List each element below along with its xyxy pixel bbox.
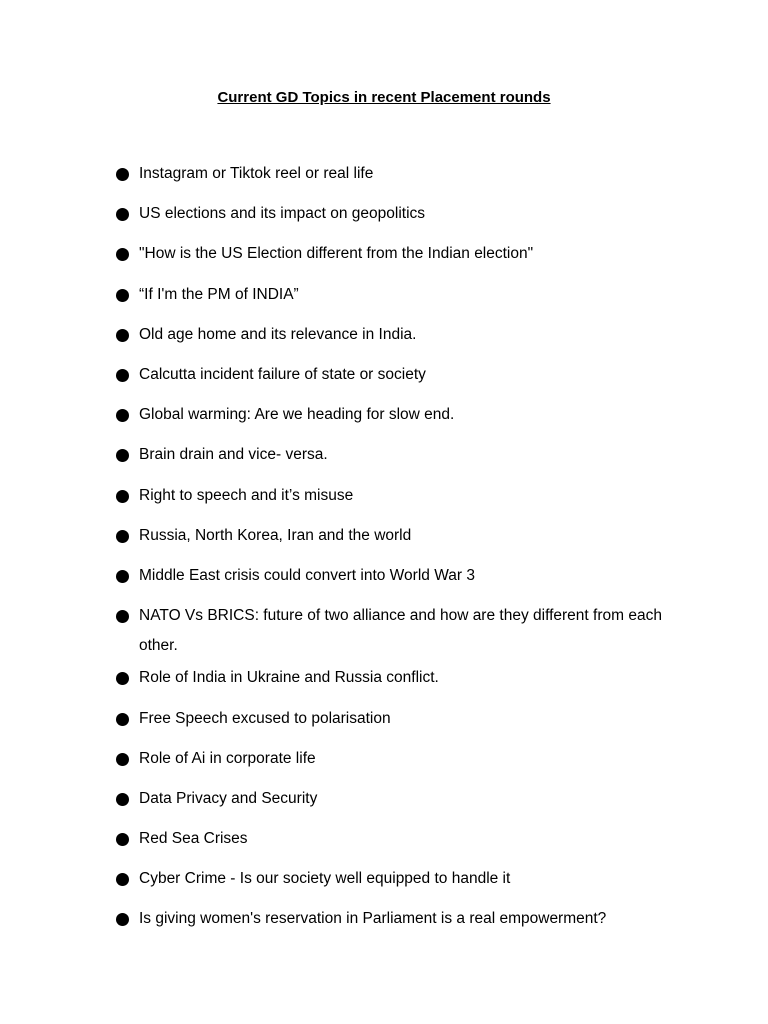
topic-text: Red Sea Crises — [139, 830, 248, 848]
topic-text: Is giving women's reservation in Parliament is a real empowerment? — [139, 910, 607, 928]
topic-text: Role of India in Ukraine and Russia conflict. — [139, 669, 439, 687]
topic-item — [116, 239, 676, 269]
topic-item — [116, 199, 676, 229]
topic-item — [116, 704, 676, 734]
topic-item — [116, 601, 676, 661]
topic-text: Russia, North Korea, Iran and the world — [139, 526, 412, 544]
topic-text: US elections and its impact on geopolitics — [139, 205, 426, 223]
topic-item — [116, 280, 676, 310]
topic-item — [116, 400, 676, 430]
topic-list — [116, 159, 676, 945]
topic-item — [116, 360, 676, 390]
topic-text: Role of Ai in corporate life — [139, 749, 316, 767]
bullet-icon — [116, 289, 129, 302]
bullet-icon — [116, 672, 129, 685]
topic-item — [116, 904, 676, 934]
bullet-icon — [116, 530, 129, 543]
topic-item — [116, 663, 676, 693]
bullet-icon — [116, 369, 129, 382]
topic-text: Data Privacy and Security — [139, 789, 318, 807]
topic-item — [116, 561, 676, 591]
bullet-icon — [116, 208, 129, 221]
bullet-icon — [116, 490, 129, 503]
bullet-icon — [116, 713, 129, 726]
topic-item — [116, 784, 676, 814]
bullet-icon — [116, 913, 129, 926]
topic-text: Brain drain and vice- versa. — [139, 446, 328, 464]
topic-text: Right to speech and it’s misuse — [139, 486, 354, 504]
topic-text: Old age home and its relevance in India. — [139, 325, 417, 343]
topic-item — [116, 440, 676, 470]
topic-item — [116, 744, 676, 774]
topic-item — [116, 481, 676, 511]
bullet-icon — [116, 409, 129, 422]
topic-item — [116, 864, 676, 894]
topic-item — [116, 521, 676, 551]
topic-text: Instagram or Tiktok reel or real life — [139, 165, 374, 182]
topic-item — [116, 159, 676, 189]
topic-text: Middle East crisis could convert into World War 3 — [139, 566, 475, 584]
topic-text: Calcutta incident failure of state or society — [139, 365, 426, 383]
bullet-icon — [116, 873, 129, 886]
topic-text: Free Speech excused to polarisation — [139, 709, 391, 727]
bullet-icon — [116, 168, 129, 181]
topic-text: NATO Vs BRICS: future of two alliance and how are they different from each other. — [139, 607, 662, 655]
topic-item — [116, 824, 676, 854]
bullet-icon — [116, 570, 129, 583]
topic-item — [116, 320, 676, 350]
bullet-icon — [116, 248, 129, 261]
document-title: Current GD Topics in recent Placement rounds — [217, 89, 551, 106]
bullet-icon — [116, 833, 129, 846]
bullet-icon — [116, 449, 129, 462]
topic-text: “If I'm the PM of INDIA” — [139, 285, 299, 303]
topic-text: "How is the US Election different from the Indian election" — [139, 245, 534, 263]
bullet-icon — [116, 793, 129, 806]
bullet-icon — [116, 753, 129, 766]
topic-text: Cyber Crime - Is our society well equipped to handle it — [139, 870, 511, 888]
bullet-icon — [116, 329, 129, 342]
bullet-icon — [116, 610, 129, 623]
topic-text: Global warming: Are we heading for slow end. — [139, 406, 455, 424]
